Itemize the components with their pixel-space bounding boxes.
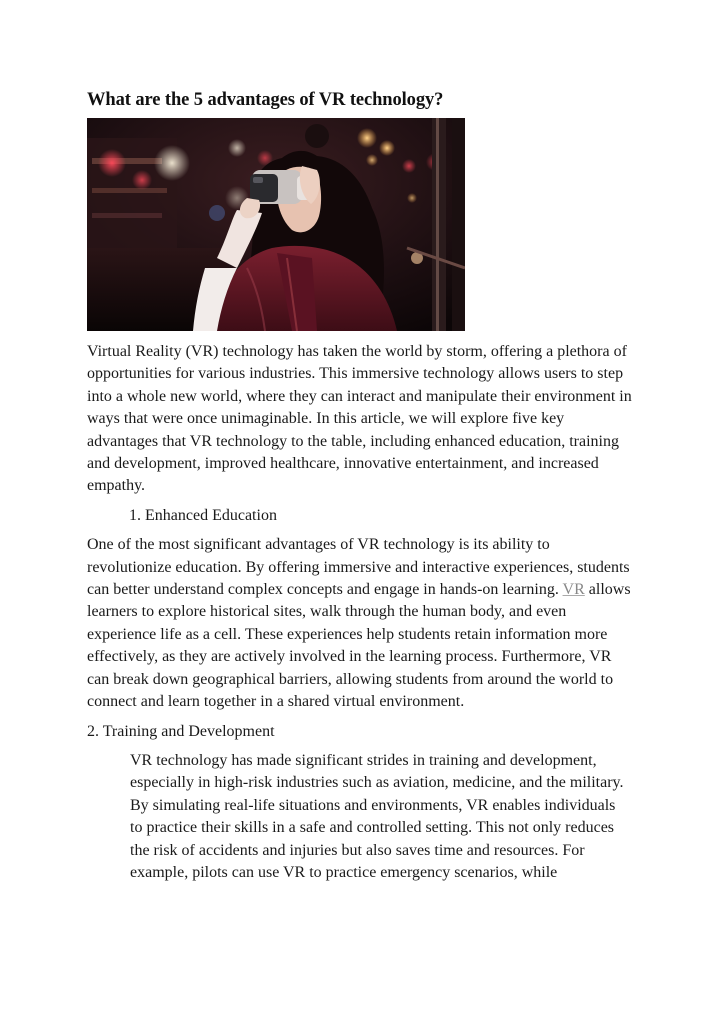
intro-paragraph: Virtual Reality (VR) technology has taken the world by storm, offering a plethora of opportunities for various industries. This immersive technology allows users to step into a whole new world, where they can interact and manipulate their environment in ways that were once unimaginable. In this article, we will explore five key advantages that VR technology to the table, including enhanced education, training and development, improved healthcare, innovative entertainment, and increased empathy. bbox=[87, 343, 632, 495]
enhanced-education-paragraph bbox=[87, 534, 637, 713]
paragraph-text: allows learners to explore historical sites, walk through the human body, and even experience life as a cell. These experiences help students retain information more effectively, as they are actively involved in the learning process. Furthermore, VR can break down geographical barriers, allowing students from around the world to connect and learn together in a shared virtual environment. bbox=[87, 581, 631, 711]
section-heading-enhanced-education: 1. Enhanced Education bbox=[129, 506, 277, 524]
vr-headset-photo bbox=[87, 118, 465, 331]
article-title: What are the 5 advantages of VR technology? bbox=[87, 90, 444, 110]
paragraph-text: One of the most significant advantages of VR technology is its ability to revolutionize education. By offering immersive and interactive experiences, students can better understand complex concepts and engage in hands-on learning. bbox=[87, 536, 630, 599]
vr-link[interactable]: VR bbox=[562, 581, 585, 599]
training-development-paragraph: VR technology has made significant strides in training and development, especially in high-risk industries such as aviation, medicine, and the military. By simulating real-life situations and environments, VR enables individuals to practice their skills in a safe and controlled setting. This not only reduces the risk of accidents and injuries but also saves time and resources. For example, pilots can use VR to practice emergency scenarios, while bbox=[130, 751, 624, 881]
section-heading-training-development: 2. Training and Development bbox=[87, 722, 275, 740]
article bbox=[87, 88, 647, 884]
